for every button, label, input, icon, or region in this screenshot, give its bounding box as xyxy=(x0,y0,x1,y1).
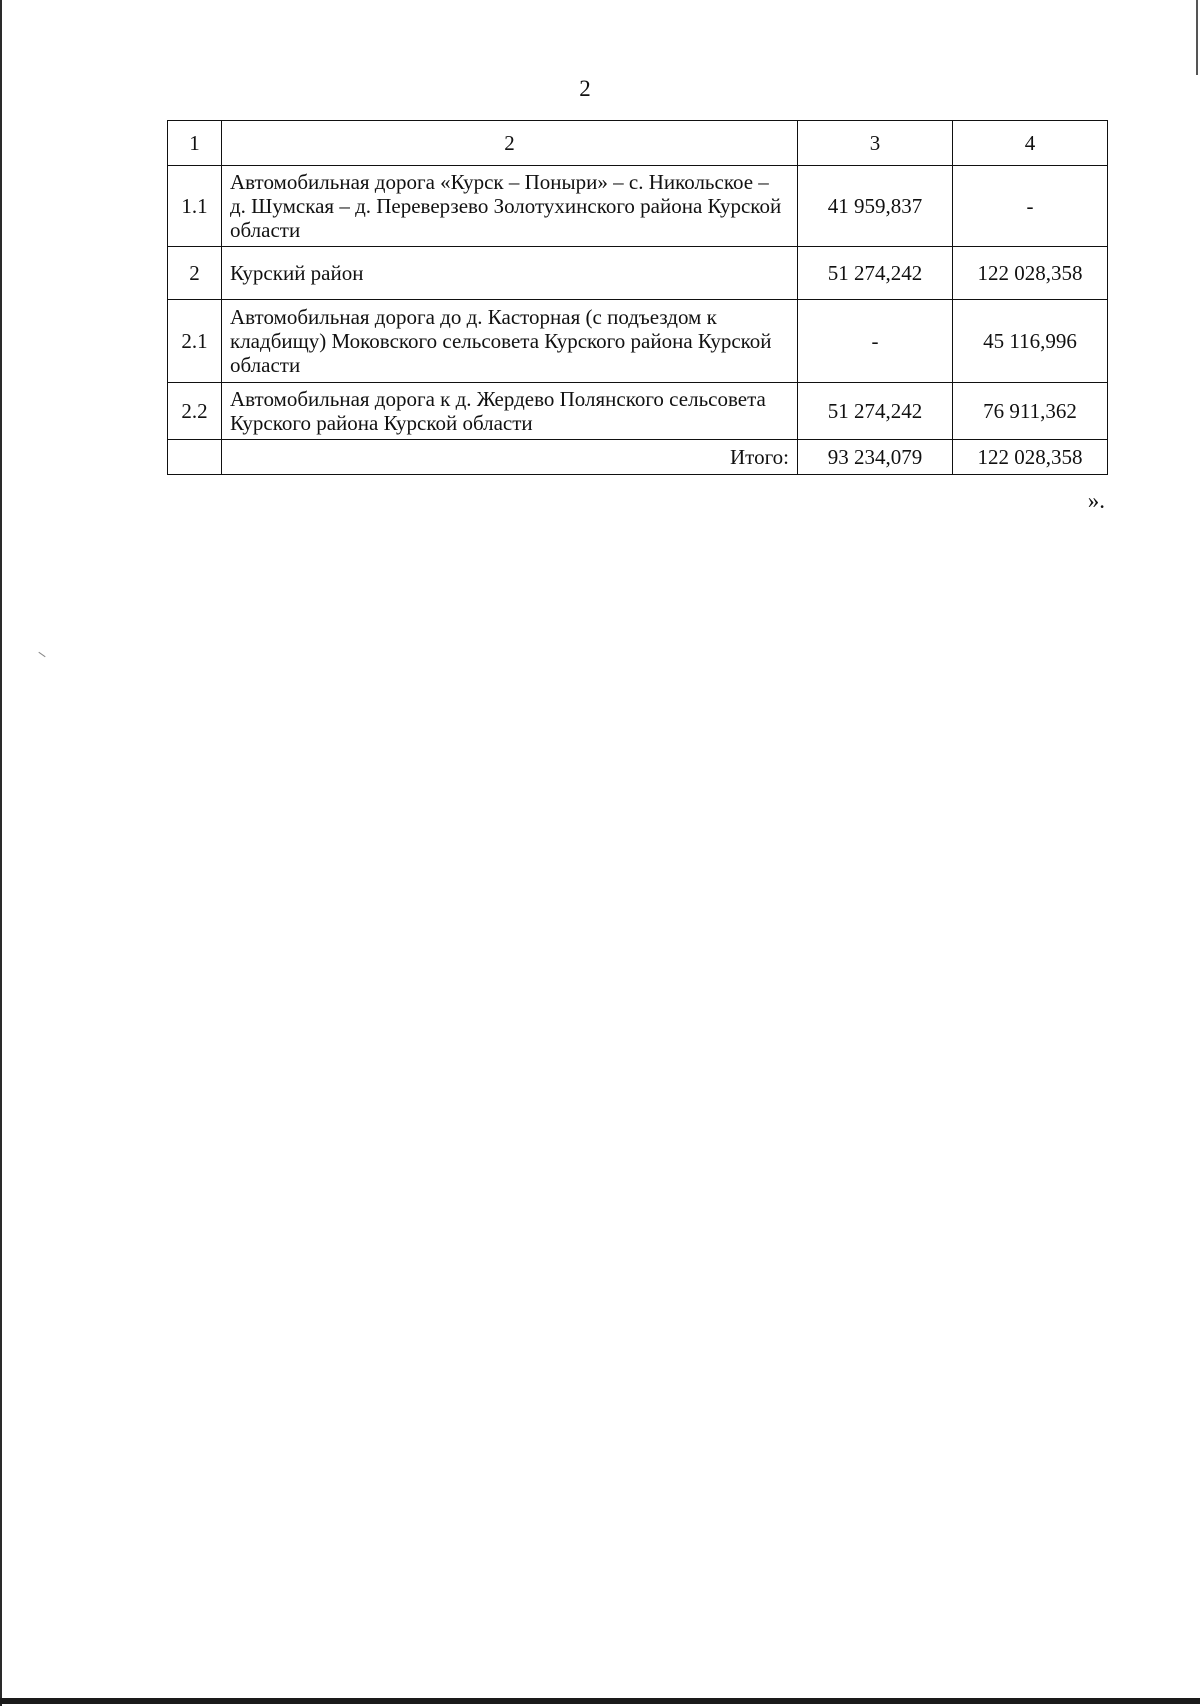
total-col4-value: 122 028,358 xyxy=(953,440,1108,475)
row-col4-value: 76 911,362 xyxy=(953,383,1108,440)
row-col4-value: 122 028,358 xyxy=(953,247,1108,300)
table-header-row xyxy=(168,121,1108,166)
row-name: Автомобильная дорога «Курск – Поныри» – с. Никольское – д. Шумская – д. Переверзево Золотухинского района Курской области xyxy=(222,166,798,247)
closing-quote: ». xyxy=(1087,488,1105,513)
scan-edge-bottom xyxy=(0,1698,1200,1704)
table-row xyxy=(168,247,1108,300)
row-name: Автомобильная дорога к д. Жердево Полянского сельсовета Курского района Курской области xyxy=(222,383,798,440)
row-number: 1.1 xyxy=(168,166,222,247)
scan-edge-right xyxy=(1196,0,1198,75)
scan-edge-left xyxy=(0,0,2,1706)
table-total-row xyxy=(168,440,1108,475)
total-col3-value: 93 234,079 xyxy=(798,440,953,475)
table-row xyxy=(168,166,1108,247)
row-col3-value: 51 274,242 xyxy=(798,247,953,300)
row-number: 2.1 xyxy=(168,300,222,383)
page-number: 2 xyxy=(579,76,591,101)
row-col3-value: 41 959,837 xyxy=(798,166,953,247)
row-number: 2 xyxy=(168,247,222,300)
table-row xyxy=(168,300,1108,383)
scan-speck xyxy=(38,652,45,657)
row-col3-value: 51 274,242 xyxy=(798,383,953,440)
header-cell-3: 3 xyxy=(798,121,953,166)
funding-table xyxy=(167,120,1108,475)
row-col4-value: 45 116,996 xyxy=(953,300,1108,383)
header-cell-4: 4 xyxy=(953,121,1108,166)
row-col4-value: - xyxy=(953,166,1108,247)
row-name: Курский район xyxy=(222,247,798,300)
table-row xyxy=(168,383,1108,440)
total-empty-cell xyxy=(168,440,222,475)
row-col3-value: - xyxy=(798,300,953,383)
total-label: Итого: xyxy=(222,440,798,475)
header-cell-2: 2 xyxy=(222,121,798,166)
row-number: 2.2 xyxy=(168,383,222,440)
header-cell-1: 1 xyxy=(168,121,222,166)
row-name: Автомобильная дорога до д. Касторная (с подъездом к кладбищу) Моковского сельсовета Курского района Курской области xyxy=(222,300,798,383)
